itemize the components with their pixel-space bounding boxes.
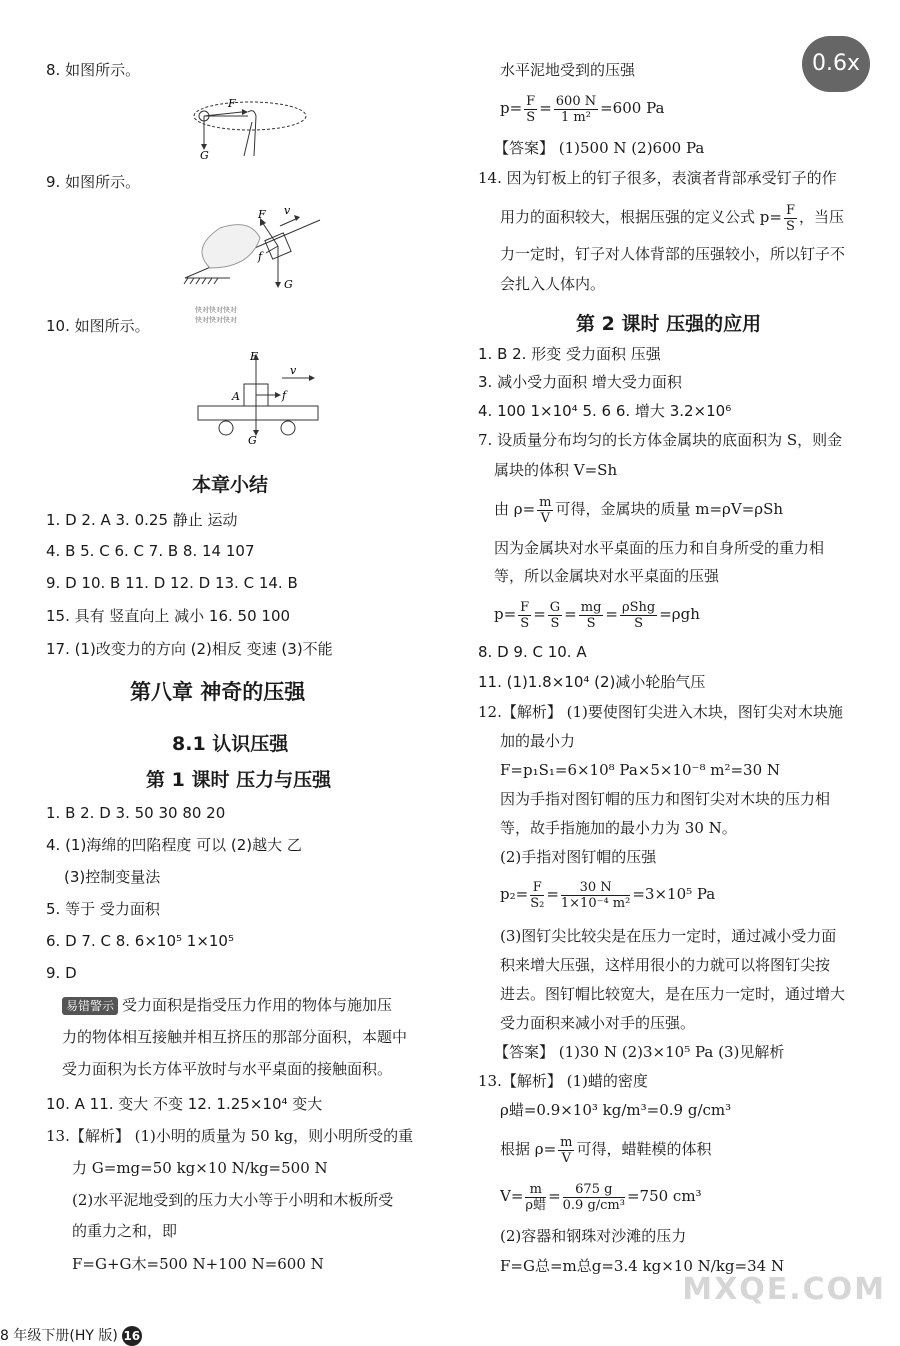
solution-line-2: 力 G=mg=50 kg×10 N/kg=500 N xyxy=(72,1159,328,1177)
right-q12-formula: p₂= $\frac{F}{\text{S₂}}$ = $\frac{30 N}{\text{1×10⁻⁴ m²}}$ =3×10⁵ Pa xyxy=(500,879,716,911)
right-q13-1: 13.【解析】 (1)蜡的密度 xyxy=(478,1072,648,1090)
right-q12-9: 进去。图钉帽比较宽大，是在压力一定时，通过增大 xyxy=(500,985,846,1003)
right-q7-5: 等，所以金属块对水平桌面的压强 xyxy=(494,567,720,585)
answers-line-3: (3)控制变量法 xyxy=(64,868,161,886)
answers-line-6: 9. D xyxy=(46,964,77,982)
fig9-brand2: 快对快对快对 xyxy=(195,316,237,324)
summary-line-5: 17. (1)改变力的方向 (2)相反 变速 (3)不能 xyxy=(46,640,333,658)
right-q12-10: 受力面积来减小对手的压强。 xyxy=(500,1014,696,1032)
right-line-q14-3: 力一定时，钉子对人体背部的压强较小，所以钉子不 xyxy=(500,245,846,263)
right-q7-4: 因为金属块对水平桌面的压力和自身所受的重力相 xyxy=(494,539,825,557)
right-q13-4: (2)容器和钢珠对沙滩的压力 xyxy=(500,1227,687,1245)
right-answer-1: 【答案】 (1)500 N (2)600 Pa xyxy=(494,139,705,157)
right-q13-2: ρ蜡=0.9×10³ kg/m³=0.9 g/cm³ xyxy=(500,1101,732,1119)
right-answers-1: 1. B 2. 形变 受力面积 压强 xyxy=(478,345,661,363)
right-formula-1: p= $\frac{F}{S}$ = $\frac{600 N}{\text{1 m²}}$ =600 Pa xyxy=(500,93,665,125)
fig10-f: f xyxy=(282,389,287,402)
warning-tag: 易错警示 xyxy=(62,997,118,1015)
summary-title: 本章小结 xyxy=(192,474,269,496)
summary-line-3: 9. D 10. B 11. D 12. D 13. C 14. B xyxy=(46,574,298,592)
right-q12-6: (2)手指对图钉帽的压强 xyxy=(500,848,657,866)
right-q12-8: 积来增大压强，这样用很小的力就可以将图钉尖按 xyxy=(500,956,831,974)
grade-label: 8 年级下册(HY 版) xyxy=(0,1328,118,1344)
fig9-f: f xyxy=(258,250,263,263)
warning-line-1 xyxy=(62,995,392,1015)
section-title: 8.1 认识压强 xyxy=(172,733,289,755)
right-answer-2: 【答案】 (1)30 N (2)3×10⁵ Pa (3)见解析 xyxy=(494,1043,785,1061)
right-answers-5: 11. (1)1.8×10⁴ (2)减小轮胎气压 xyxy=(478,673,706,691)
right-q7-formula: p= $\frac{F}{S}$ = $\frac{G}{S}$ = $\frac{mg}{S}$ = $\frac{\text{ρShg}}{S}$ =ρgh xyxy=(494,599,700,631)
fig9-F: F xyxy=(258,208,266,221)
answers-line-7: 10. A 11. 变大 不变 12. 1.25×10⁴ 变大 xyxy=(46,1095,323,1113)
right-line-q14-2: 用力的面积较大，根据压强的定义公式 p= $\frac{F}{S}$ ，当压 xyxy=(500,202,844,234)
page-footer xyxy=(0,1325,142,1346)
lesson-title: 第 1 课时 压力与压强 xyxy=(146,769,332,791)
fig9-brand1: 快对快对快对 xyxy=(195,306,237,314)
right-q13-3: 根据 ρ= $\frac{m}{V}$ 可得，蜡鞋模的体积 xyxy=(500,1134,712,1166)
fig9-G: G xyxy=(284,278,293,291)
figure-8-circular-motion xyxy=(190,92,310,162)
summary-line-4: 15. 具有 竖直向上 减小 16. 50 100 xyxy=(46,607,291,625)
summary-line-1: 1. D 2. A 3. 0.25 静止 运动 xyxy=(46,511,238,529)
right-line-1: 水平泥地受到的压强 xyxy=(500,61,636,79)
right-line-q14-4: 会扎入人体内。 xyxy=(500,275,606,293)
figure-10-cart xyxy=(190,348,340,448)
chapter-title: 第八章 神奇的压强 xyxy=(130,680,306,704)
warning-text-1: 受力面积是指受压力作用的物体与施加压 xyxy=(122,996,393,1014)
fig10-v: v xyxy=(290,364,297,377)
right-line-q14-1: 14. 因为钉板上的钉子很多，表演者背部承受钉子的作 xyxy=(478,169,837,187)
fig9-v: v xyxy=(284,204,291,217)
right-q12-5: 等，故手指施加的最小力为 30 N。 xyxy=(500,819,737,837)
right-answers-4: 8. D 9. C 10. A xyxy=(478,643,587,661)
solution-line-4: 的重力之和，即 xyxy=(72,1222,178,1240)
q10-label: 10. 如图所示。 xyxy=(46,317,150,335)
q9-label: 9. 如图所示。 xyxy=(46,173,141,191)
figure-9-incline xyxy=(180,200,330,330)
answers-line-2: 4. (1)海绵的凹陷程度 可以 (2)越大 乙 xyxy=(46,836,302,854)
summary-line-2: 4. B 5. C 6. C 7. B 8. 14 107 xyxy=(46,542,255,560)
right-q12-4: 因为手指对图钉帽的压力和图钉尖对木块的压力相 xyxy=(500,790,831,808)
answers-line-4: 5. 等于 受力面积 xyxy=(46,900,160,918)
solution-line-3: (2)水平泥地受到的压力大小等于小明和木板所受 xyxy=(72,1191,394,1209)
fig8-G: G xyxy=(200,149,209,162)
warning-line-2: 力的物体相互接触并相互挤压的那部分面积，本题中 xyxy=(62,1028,408,1046)
right-answers-3: 4. 100 1×10⁴ 5. 6 6. 增大 3.2×10⁶ xyxy=(478,402,732,420)
right-q13-5: F=G总=m总g=3.4 kg×10 N/kg=34 N xyxy=(500,1257,785,1275)
fig10-G: G xyxy=(248,434,257,447)
warning-line-3: 受力面积为长方体平放时与水平桌面的接触面积。 xyxy=(62,1060,393,1078)
answers-line-1: 1. B 2. D 3. 50 30 80 20 xyxy=(46,804,226,822)
right-q12-7: (3)图钉尖比较尖是在压力一定时，通过减小受力面 xyxy=(500,927,837,945)
right-q12-2: 加的最小力 xyxy=(500,732,576,750)
page-number: 16 xyxy=(122,1326,142,1346)
lesson-2-title: 第 2 课时 压强的应用 xyxy=(576,313,762,335)
right-q12-3: F=p₁S₁=6×10⁸ Pa×5×10⁻⁸ m²=30 N xyxy=(500,761,781,779)
right-q7-1: 7. 设质量分布均匀的长方体金属块的底面积为 S，则金 xyxy=(478,431,843,449)
solution-line-5: F=G+G木=500 N+100 N=600 N xyxy=(72,1255,324,1273)
fig8-F: F xyxy=(228,97,236,110)
fig10-F: F xyxy=(250,350,258,363)
playback-speed-badge[interactable]: 0.6x xyxy=(802,36,870,92)
q8-label: 8. 如图所示。 xyxy=(46,61,141,79)
watermark: MXQE.COM xyxy=(682,1272,886,1307)
right-q7-3: 由 ρ= $\frac{m}{V}$ 可得，金属块的质量 m=ρV=ρSh xyxy=(494,494,784,526)
right-answers-2: 3. 减小受力面积 增大受力面积 xyxy=(478,373,682,391)
right-q7-2: 属块的体积 V=Sh xyxy=(494,461,618,479)
right-q12-1: 12.【解析】 (1)要使图钉尖进入木块，图钉尖对木块施 xyxy=(478,703,843,721)
solution-line-1: 13.【解析】 (1)小明的质量为 50 kg，则小明所受的重 xyxy=(46,1127,414,1145)
right-q13-formula: V= $\frac{m}{\text{ρ蜡}}$ = $\frac{675 g}{\text{0.9 g/cm³}}$ =750 cm³ xyxy=(500,1181,702,1213)
answers-line-5: 6. D 7. C 8. 6×10⁵ 1×10⁵ xyxy=(46,932,234,950)
fig10-A: A xyxy=(232,390,240,403)
